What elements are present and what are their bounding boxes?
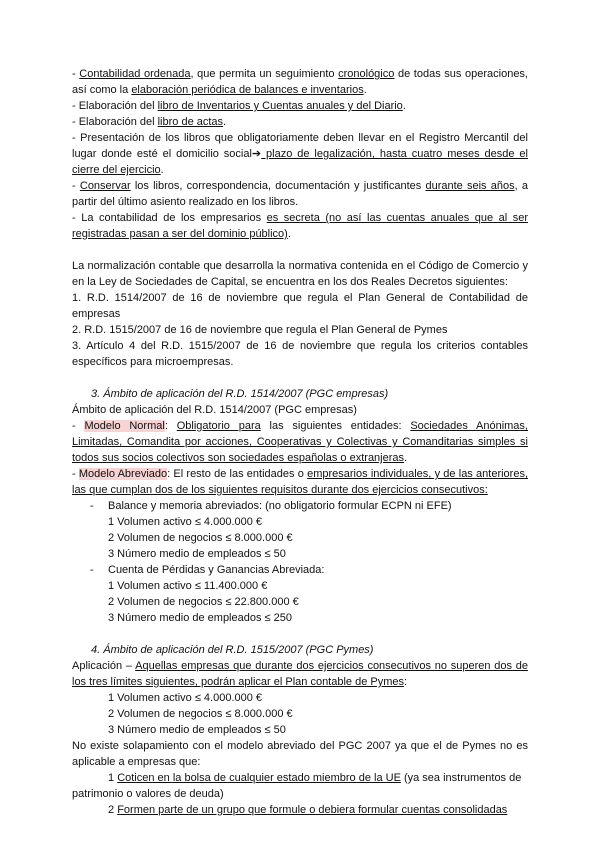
paragraph-ambito: Ámbito de aplicación del R.D. 1514/2007 (PGC empresas) bbox=[72, 404, 357, 416]
underlined-text: Formen parte de un grupo que formule o debiera formular cuentas consolidadas bbox=[117, 804, 508, 816]
text: . bbox=[404, 452, 408, 464]
list-item: 2 Volumen de negocios ≤ 22.800.000 € bbox=[108, 596, 299, 608]
paragraph-libro-inventarios bbox=[72, 98, 528, 114]
text: . bbox=[402, 100, 406, 112]
underlined-text: Sociedades Anónimas, Limitadas, Comandita por acciones, Cooperativas y Colectivas y Comanditarias simples si todos sus socios colectivos son sociedades españolas o extranjeras bbox=[72, 420, 528, 464]
list-item-rd-1515: 2. R.D. 1515/2007 de 16 de noviembre que regula el Plan General de Pymes bbox=[72, 324, 448, 336]
underlined-text: Coticen en la bolsa de cualquier estado miembro de la UE bbox=[117, 772, 401, 784]
paragraph-aplicacion bbox=[72, 658, 528, 690]
text: de todas sus operaciones, así como la bbox=[72, 68, 528, 96]
text: - Elaboración del bbox=[72, 100, 158, 112]
paragraph-modelo-normal bbox=[72, 418, 528, 466]
paragraph-solapamiento: No existe solapamiento con el modelo abreviado del PGC 2007 ya que el de Pymes no es aplicable a empresas que: bbox=[72, 740, 528, 768]
list-item: 3 Número medio de empleados ≤ 250 bbox=[108, 612, 292, 624]
spacer bbox=[72, 242, 528, 258]
text: , que permita un seguimiento bbox=[190, 68, 339, 80]
underlined-text: Contabilidad ordenada bbox=[79, 68, 191, 80]
underlined-text: Conservar bbox=[79, 180, 131, 192]
text: - Elaboración del bbox=[72, 116, 158, 128]
underlined-text: libro de actas bbox=[157, 116, 224, 128]
spacer bbox=[72, 626, 528, 642]
paragraph-secreta bbox=[72, 210, 528, 242]
text: . bbox=[363, 84, 367, 96]
list-item: 3 Número medio de empleados ≤ 50 bbox=[108, 724, 286, 736]
text: - bbox=[72, 180, 80, 192]
underlined-text: durante seis años bbox=[425, 180, 515, 192]
paragraph-presentacion-libros bbox=[72, 130, 528, 178]
section-heading-3: 3. Ámbito de aplicación del R.D. 1514/2007 (PGC empresas) bbox=[91, 388, 389, 400]
text: las siguientes entidades: bbox=[260, 420, 411, 432]
list-item: 2 Volumen de negocios ≤ 8.000.000 € bbox=[108, 708, 293, 720]
spacer bbox=[72, 370, 528, 386]
text: - bbox=[72, 468, 79, 480]
bullet-perdidas-ganancias: - Cuenta de Pérdidas y Ganancias Abreviada: bbox=[72, 562, 528, 578]
paragraph-modelo-abreviado bbox=[72, 466, 528, 498]
text: . bbox=[287, 228, 291, 240]
text: : bbox=[164, 420, 177, 432]
list-item-articulo-4: 3. Artículo 4 del R.D. 1515/2007 de 16 de noviembre que regula los criterios contables específicos para microempresas. bbox=[72, 340, 528, 368]
list-item: 2 Volumen de negocios ≤ 8.000.000 € bbox=[108, 532, 293, 544]
list-item-rd-1514: 1. R.D. 1514/2007 de 16 de noviembre que regula el Plan General de Contabilidad de empresas bbox=[72, 292, 528, 320]
text: los libros, correspondencia, documentación y justificantes bbox=[130, 180, 426, 192]
text: - bbox=[72, 420, 85, 432]
text: : bbox=[404, 676, 408, 688]
text: (ya sea instrumentos de patrimonio o valores de deuda) bbox=[72, 772, 522, 800]
underlined-text: empresarios individuales, y de las anteriores, las que cumplan dos de los siguientes requisitos durante dos ejercicios consecutivos: bbox=[72, 468, 529, 496]
text: : El resto de las entidades o bbox=[167, 468, 308, 480]
list-item: 1 Volumen activo ≤ 4.000.000 € bbox=[108, 692, 263, 704]
list-item: 1 Volumen activo ≤ 4.000.000 € bbox=[108, 516, 263, 528]
text: 2 bbox=[108, 804, 118, 816]
paragraph-normalizacion: La normalización contable que desarrolla la normativa contenida en el Código de Comercio y en la Ley de Sociedades de Capital, se encuentra en los dos Reales Decretos siguientes: bbox=[72, 260, 528, 288]
document-page bbox=[72, 66, 528, 818]
list-item: 1 Volumen activo ≤ 11.400.000 € bbox=[108, 580, 268, 592]
text: - bbox=[72, 68, 80, 80]
highlighted-text: Modelo Normal bbox=[84, 420, 165, 432]
text: Aplicación – bbox=[72, 660, 136, 672]
text: 1 bbox=[108, 772, 118, 784]
paragraph-conservar bbox=[72, 178, 528, 210]
underlined-text: Aquellas empresas que durante dos ejercicios consecutivos no superen dos de los tres límites siguientes, podrán aplicar el Plan contable de Pymes bbox=[72, 660, 529, 688]
underlined-text: Obligatorio para bbox=[176, 420, 261, 432]
text: , a partir del último asiento realizado en los libros. bbox=[72, 180, 528, 208]
paragraph-grupo bbox=[72, 802, 528, 818]
underlined-text: elaboración periódica de balances e inventarios bbox=[131, 84, 364, 96]
highlighted-text: Modelo Abreviado bbox=[78, 468, 168, 480]
paragraph-contabilidad-ordenada bbox=[72, 66, 528, 98]
text: . bbox=[223, 116, 227, 128]
section-heading-4: 4. Ámbito de aplicación del R.D. 1515/2007 (PGC Pymes) bbox=[91, 644, 374, 656]
list-item: 3 Número medio de empleados ≤ 50 bbox=[108, 548, 286, 560]
underlined-text: cronológico bbox=[338, 68, 395, 80]
arrow-icon: ➔ bbox=[251, 148, 262, 160]
text: - Presentación de los libros que obligatoriamente deben llevar en el Registro Mercantil del lugar donde esté el domicilio social bbox=[72, 132, 528, 160]
bullet-balance-memoria: - Balance y memoria abreviados: (no obligatorio formular ECPN ni EFE) bbox=[72, 498, 528, 514]
paragraph-coticen bbox=[72, 770, 528, 802]
underlined-text: libro de Inventarios y Cuentas anuales y del Diario bbox=[157, 100, 403, 112]
text: . bbox=[160, 164, 164, 176]
underlined-text: es secreta (no así las cuentas anuales que al ser registradas pasan a ser del dominio público) bbox=[72, 212, 528, 240]
text: - La contabilidad de los empresarios bbox=[72, 212, 267, 224]
paragraph-libro-actas bbox=[72, 114, 528, 130]
underlined-text: plazo de legalización, hasta cuatro meses desde el cierre del ejercicio bbox=[72, 148, 528, 176]
